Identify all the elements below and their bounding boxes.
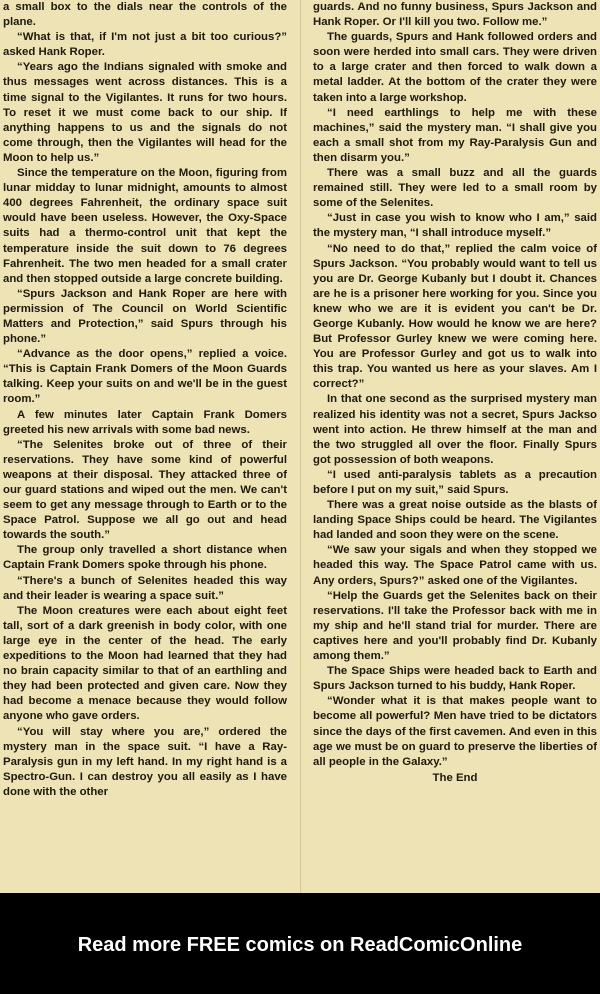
paragraph: In that one second as the surprised mystery man realized his identity was not a secret, Spurs Jackso went into action. He threw himself at the man and the two struggled all over the floor. Finally Spurs got possession of both weapons. xyxy=(313,393,597,466)
paragraph: “No need to do that,” replied the calm voice of Spurs Jackson. “You probably would want to tell us you are Dr. George Kubanly but I doubt it. Chances are he is a prisoner here working for you. Since you knew who we are it is evident you can't be Dr. George Kubanly. How would he know we are here? But Professor Gurley knew we were coming here. You are Professor Gurley and got us to walk into this trap. You wanted us here as your slaves. Am I correct?” xyxy=(313,242,597,391)
paragraph: There was a great noise outside as the blasts of landing Space Ships could be heard. The Vigilantes had landed and soon they were on the scene. xyxy=(313,499,597,542)
paragraph: “You will stay where you are,” ordered the mystery man in the space suit. “I have a Ray-Paralysis gun in my left hand. In my right hand is a Spectro-Gun. I can destroy you all easily as I have done with the other xyxy=(3,725,287,798)
paragraph: “Just in case you wish to know who I am,” said the mystery man, “I shall introduce myself.” xyxy=(313,212,597,240)
paragraph: A few minutes later Captain Frank Domers greeted his new arrivals with some bad news. xyxy=(3,408,287,436)
paragraph: “What is that, if I'm not just a bit too curious?” asked Hank Roper. xyxy=(3,31,287,59)
paragraph: “Wonder what it is that makes people want to become all powerful? Men have tried to be dictators since the days of the first cavemen. And even in this age we must be on guard to preserve the liberties of all people in the Galaxy.” xyxy=(313,695,597,768)
paragraph: The guards, Spurs and Hank followed orders and soon were herded into small cars. They were driven to a large crater and then forced to walk down a metal ladder. At the bottom of the crater they were taken into a large workshop. xyxy=(313,31,597,104)
paragraph: “We saw your sigals and when they stopped we headed this way. The Space Patrol came with us. Any orders, Spurs?” asked one of the Vigilantes. xyxy=(313,544,597,587)
paragraph: There was a small buzz and all the guards remained still. They were led to a small room by some of the Selenites. xyxy=(313,167,597,210)
paragraph: “The Selenites broke out of three of their reservations. They have some kind of powerful weapons at their disposal. They attacked three of our guard stations and wiped out the men. We can't seem to get any message through to Earth or to the Space Patrol. Suppose we all go out and head towards the south.” xyxy=(3,438,287,542)
text-column-right xyxy=(313,0,597,893)
column-gutter xyxy=(300,0,301,893)
the-end-label: The End xyxy=(432,771,478,784)
paragraph: “There's a bunch of Selenites headed this way and their leader is wearing a space suit.” xyxy=(3,574,287,602)
promo-link[interactable]: Read more FREE comics on ReadComicOnline xyxy=(77,934,523,956)
paragraph: The Space Ships were headed back to Earth and Spurs Jackson turned to his buddy, Hank Roper. xyxy=(313,665,597,693)
paragraph: guards. And no funny business, Spurs Jackson and Hank Roper. Or I'll kill you two. Follow me.” xyxy=(313,1,597,29)
text-column-left xyxy=(3,0,287,893)
paragraph: “Years ago the Indians signaled with smoke and thus messages went across distances. This is a time signal to the Vigilantes. It runs for two hours. To reset it we must come back to our ship. If anything happens to us and the signals do not come through, then the Vigilantes will head for the Moon to help us.” xyxy=(3,61,287,164)
paragraph: The Moon creatures were each about eight feet tall, sort of a dark greenish in body color, with one large eye in the center of the head. The early expeditions to the Moon had learned that they had no brain capacity similar to that of an earthling and they had been protected and given care. Now they had become a menace because they would follow anyone who gave orders. xyxy=(3,604,287,723)
paragraph: “I used anti-paralysis tablets as a precaution before I put on my suit,” said Spurs. xyxy=(313,468,597,496)
paragraph: Since the temperature on the Moon, figuring from lunar midday to lunar midnight, amounts to almost 400 degrees Fahrenheit, the ordinary space suit would have been useless. However, the Oxy-Space suits had a thermo-control unit that kept the temperature inside the suit down to 76 degrees Fahrenheit. The two men headed for a small crater and then stopped outside a large concrete building. xyxy=(3,167,287,285)
paragraph: “Advance as the door opens,” replied a voice. “This is Captain Frank Domers of the Moon Guards talking. Keep your suits on and we'll be in the guest room.” xyxy=(3,348,287,406)
paragraph: “Spurs Jackson and Hank Roper are here with permission of The Council on World Scientific Matters and Protection,” said Spurs through his phone.” xyxy=(3,287,287,346)
paragraph: The group only travelled a short distance when Captain Frank Domers spoke through his phone. xyxy=(3,544,287,572)
paragraph: “Help the Guards get the Selenites back on their reservations. I'll take the Professor back with me in my ship and he'll stand trial for murder. There are captives here and you'll probably find Dr. Kubanly among them.” xyxy=(313,589,597,663)
paragraph: “I need earthlings to help me with these machines,” said the mystery man. “I shall give you each a small shot from my Ray-Paralysis Gun and then disarm you.” xyxy=(313,106,597,164)
paragraph: a small box to the dials near the controls of the plane. xyxy=(3,1,287,29)
